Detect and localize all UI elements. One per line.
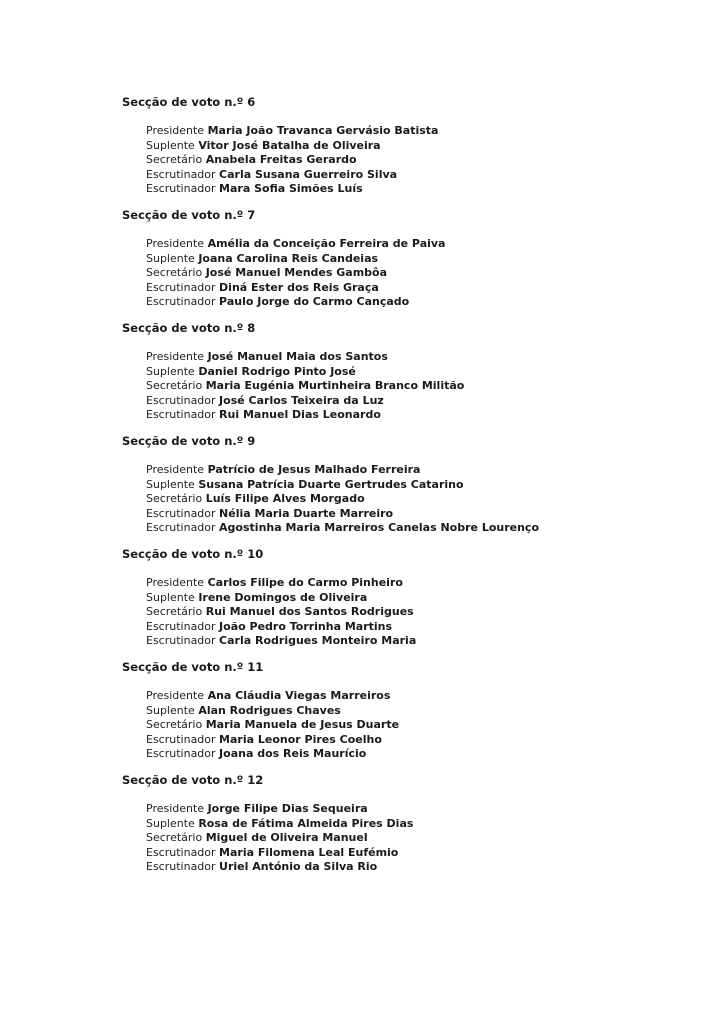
member-role: Suplente	[146, 138, 195, 152]
member-name: Agostinha Maria Marreiros Canelas Nobre Lourenço	[219, 521, 540, 534]
section-8	[122, 320, 702, 423]
member-role: Escrutinador	[146, 408, 216, 421]
member-role: Secretário	[146, 718, 203, 731]
member-name: Luís Filipe Alves Morgado	[205, 492, 365, 505]
member-role: Secretário	[146, 379, 203, 392]
member-row	[146, 266, 702, 281]
member-role: Presidente	[146, 237, 205, 250]
member-row	[146, 605, 702, 620]
member-list	[122, 802, 702, 875]
member-role: Suplente	[146, 703, 195, 717]
member-row	[146, 718, 702, 733]
member-name: Daniel Rodrigo Pinto José	[198, 364, 356, 378]
member-role: Secretário	[146, 831, 203, 844]
section-title: Secção de voto n.º 10	[122, 547, 264, 561]
member-row	[146, 576, 702, 591]
member-name: Susana Patrícia Duarte Gertrudes Catarino	[198, 477, 464, 491]
member-list	[122, 350, 702, 423]
member-list	[122, 237, 702, 310]
member-role: Secretário	[146, 153, 203, 166]
section-title: Secção de voto n.º 7	[122, 208, 256, 222]
member-row	[146, 860, 702, 875]
member-name: Maria Manuela de Jesus Duarte	[205, 718, 400, 731]
member-name: Mara Sofia Simões Luís	[219, 182, 363, 195]
member-name: Amélia da Conceição Ferreira de Paiva	[207, 237, 446, 250]
member-name: Rui Manuel dos Santos Rodrigues	[205, 605, 414, 618]
member-name: Joana dos Reis Maurício	[219, 747, 367, 760]
member-name: Maria Eugénia Murtinheira Branco Militão	[205, 379, 465, 392]
section-6	[122, 94, 702, 197]
member-name: Miguel de Oliveira Manuel	[205, 831, 368, 844]
member-role: Escrutinador	[146, 845, 216, 859]
member-row	[146, 478, 702, 493]
member-name: Uriel António da Silva Rio	[219, 860, 378, 873]
section-12	[122, 772, 702, 875]
member-row	[146, 153, 702, 168]
member-row	[146, 237, 702, 252]
member-name: Anabela Freitas Gerardo	[205, 153, 357, 166]
section-title: Secção de voto n.º 8	[122, 321, 256, 335]
member-role: Escrutinador	[146, 167, 216, 181]
member-row	[146, 350, 702, 365]
member-name: João Pedro Torrinha Martins	[219, 619, 393, 633]
member-list	[122, 576, 702, 649]
member-name: Maria Leonor Pires Coelho	[219, 732, 382, 746]
member-role: Escrutinador	[146, 634, 216, 647]
member-name: Maria João Travanca Gervásio Batista	[207, 124, 439, 137]
member-row	[146, 817, 702, 832]
member-name: Nélia Maria Duarte Marreiro	[219, 506, 394, 520]
member-list	[122, 124, 702, 197]
member-role: Escrutinador	[146, 280, 216, 294]
member-row	[146, 831, 702, 846]
member-row	[146, 591, 702, 606]
member-role: Suplente	[146, 477, 195, 491]
member-role: Presidente	[146, 124, 205, 137]
member-role: Secretário	[146, 605, 203, 618]
member-row	[146, 394, 702, 409]
member-row	[146, 139, 702, 154]
section-7	[122, 207, 702, 310]
member-row	[146, 846, 702, 861]
member-name: Alan Rodrigues Chaves	[198, 703, 341, 717]
member-name: Irene Domingos de Oliveira	[198, 590, 368, 604]
member-row	[146, 492, 702, 507]
section-10	[122, 546, 702, 649]
member-role: Escrutinador	[146, 182, 216, 195]
member-role: Suplente	[146, 816, 195, 830]
member-name: José Carlos Teixeira da Luz	[219, 393, 384, 407]
section-9	[122, 433, 702, 536]
section-title: Secção de voto n.º 11	[122, 660, 264, 674]
member-name: Rosa de Fátima Almeida Pires Dias	[198, 816, 414, 830]
member-row	[146, 620, 702, 635]
member-name: Diná Ester dos Reis Graça	[219, 280, 379, 294]
member-name: Rui Manuel Dias Leonardo	[219, 408, 381, 421]
member-row	[146, 182, 702, 197]
member-row	[146, 252, 702, 267]
member-list	[122, 463, 702, 536]
member-name: Paulo Jorge do Carmo Cançado	[219, 295, 410, 308]
member-row	[146, 124, 702, 139]
member-row	[146, 365, 702, 380]
member-role: Escrutinador	[146, 747, 216, 760]
member-name: Carla Rodrigues Monteiro Maria	[219, 634, 417, 647]
member-role: Escrutinador	[146, 506, 216, 520]
member-name: Carlos Filipe do Carmo Pinheiro	[207, 576, 403, 589]
member-row	[146, 802, 702, 817]
member-row	[146, 733, 702, 748]
member-name: Joana Carolina Reis Candeias	[198, 251, 379, 265]
member-role: Escrutinador	[146, 732, 216, 746]
section-title: Secção de voto n.º 12	[122, 773, 264, 787]
member-role: Escrutinador	[146, 860, 216, 873]
member-row	[146, 168, 702, 183]
section-title: Secção de voto n.º 9	[122, 434, 256, 448]
member-row	[146, 281, 702, 296]
member-name: Maria Filomena Leal Eufémio	[219, 845, 399, 859]
member-role: Escrutinador	[146, 619, 216, 633]
member-row	[146, 689, 702, 704]
member-name: José Manuel Mendes Gambôa	[205, 266, 388, 279]
member-role: Presidente	[146, 689, 205, 702]
member-name: Carla Susana Guerreiro Silva	[219, 167, 398, 181]
member-name: José Manuel Maia dos Santos	[207, 350, 388, 363]
member-row	[146, 704, 702, 719]
member-role: Presidente	[146, 350, 205, 363]
member-role: Presidente	[146, 463, 205, 476]
member-row	[146, 634, 702, 649]
member-role: Secretário	[146, 266, 203, 279]
member-role: Presidente	[146, 802, 205, 815]
section-title: Secção de voto n.º 6	[122, 95, 256, 109]
member-role: Escrutinador	[146, 521, 216, 534]
member-role: Presidente	[146, 576, 205, 589]
member-row	[146, 295, 702, 310]
member-role: Secretário	[146, 492, 203, 505]
member-name: Patrício de Jesus Malhado Ferreira	[207, 463, 421, 476]
member-row	[146, 463, 702, 478]
member-list	[122, 689, 702, 762]
member-role: Escrutinador	[146, 295, 216, 308]
member-role: Suplente	[146, 251, 195, 265]
member-row	[146, 747, 702, 762]
member-role: Suplente	[146, 590, 195, 604]
member-role: Suplente	[146, 364, 195, 378]
member-row	[146, 379, 702, 394]
section-11	[122, 659, 702, 762]
member-row	[146, 408, 702, 423]
member-row	[146, 507, 702, 522]
member-name: Vitor José Batalha de Oliveira	[198, 138, 381, 152]
member-role: Escrutinador	[146, 393, 216, 407]
member-row	[146, 521, 702, 536]
member-name: Ana Cláudia Viegas Marreiros	[207, 689, 391, 702]
member-name: Jorge Filipe Dias Sequeira	[207, 802, 368, 815]
